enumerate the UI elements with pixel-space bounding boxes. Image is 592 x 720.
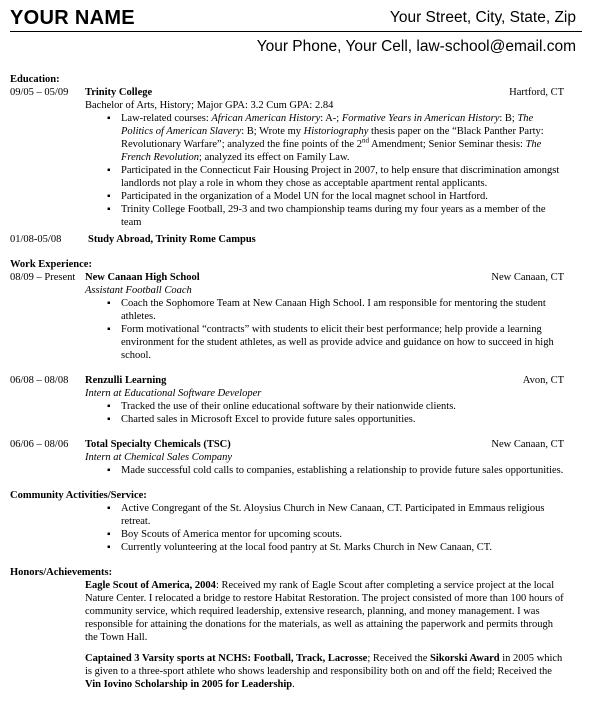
list-item: ▪ Active Congregant of the St. Aloysius Church in New Canaan, CT. Participated in Emmaus religious retreat. xyxy=(121,502,570,528)
entry-organization: Renzulli Learning xyxy=(85,375,167,386)
work-entry xyxy=(10,374,570,426)
list-item: ▪ Made successful cold calls to companies, establishing a relationship to provide future sales opportunities. xyxy=(121,464,570,477)
list-item: ▪ Tracked the use of their online educational software by their nationwide clients. xyxy=(121,400,570,413)
honors-paragraph: Eagle Scout of America, 2004: Received my rank of Eagle Scout after completing a service project at the local Nature Center. I relocated a bridge to restore Habitat Restoration. The project consisted of more than 100 hours of community service, which required leadership, extensive research, planning, and money management. I was responsible for attaining the donations for the materials, as well as attaining the paperwork and permits through the Town Hall. xyxy=(85,580,564,643)
degree-line: Bachelor of Arts, History; Major GPA: 3.2 Cum GPA: 2.84 xyxy=(85,100,334,111)
job-title: Intern at Educational Software Developer xyxy=(85,388,262,399)
entry-date: 06/08 – 08/08 xyxy=(10,375,69,386)
list-item: ▪ Form motivational “contracts” with students to elicit their best performance; help provide a learning environment for the student athletes, as well as provide advice and guidance on how to succeed in high school. xyxy=(121,323,570,362)
work-bullets xyxy=(10,297,570,362)
entry-date: 01/08-05/08 xyxy=(10,234,62,245)
list-item: ▪ Currently volunteering at the local food pantry at St. Marks Church in New Canaan, CT. xyxy=(121,541,570,554)
education-entry xyxy=(10,233,570,246)
list-item: ▪ Boy Scouts of America mentor for upcoming scouts. xyxy=(121,528,570,541)
honors-heading: Honors/Achievements: xyxy=(10,567,113,578)
entry-organization: Study Abroad, Trinity Rome Campus xyxy=(88,234,256,245)
job-title: Assistant Football Coach xyxy=(85,285,192,296)
list-item: ▪ Participated in the organization of a Model UN for the local magnet school in Hartford. xyxy=(121,190,570,203)
entry-location: New Canaan, CT xyxy=(491,272,564,283)
education-bullets xyxy=(10,112,570,229)
job-title: Intern at Chemical Sales Company xyxy=(85,452,232,463)
list-item: ▪ Trinity College Football, 29-3 and two championship teams during my four years as a member of the team xyxy=(121,203,570,229)
entry-location: Avon, CT xyxy=(522,375,564,386)
entry-location: Hartford, CT xyxy=(509,87,564,98)
entry-organization: Total Specialty Chemicals (TSC) xyxy=(85,439,231,450)
list-item: ▪ Law-related courses: African American History: A-; Formative Years in American History: B; The Politics of American Slavery: B; Wrote my Historiography thesis paper on the “Black Panther Party: Revolutionary Warfare”; analyzed the fine points of the 2nd Amendment; Senior Seminar thesis: The French Revolution; analyzed its effect on Family Law. xyxy=(121,112,570,164)
resume-body xyxy=(10,73,570,691)
honors-paragraph: Captained 3 Varsity sports at NCHS: Football, Track, Lacrosse; Received the Sikorski Award in 2005 which is given to a three-sport athlete who shows leadership and responsibility both on and off the field; Received the Vin Iovino Scholarship in 2005 for Leadership. xyxy=(85,653,563,690)
work-bullets xyxy=(10,400,570,426)
list-item: ▪ Participated in the Connecticut Fair Housing Project in 2007, to help ensure that discrimination amongst landlords not play a role in whom they chose as acceptable apartment rental applicants. xyxy=(121,164,570,190)
education-heading: Education: xyxy=(10,74,60,85)
contact-info: Your Phone, Your Cell, law-school@email.com xyxy=(256,38,576,55)
work-entry xyxy=(10,271,570,362)
entry-date: 08/09 – Present xyxy=(10,272,76,283)
street-address: Your Street, City, State, Zip xyxy=(389,9,576,26)
community-bullets xyxy=(10,502,570,554)
work-bullets xyxy=(10,464,570,477)
community-heading: Community Activities/Service: xyxy=(10,490,147,501)
list-item: ▪ Coach the Sophomore Team at New Canaan High School. I am responsible for mentoring the student athletes. xyxy=(121,297,570,323)
work-entry xyxy=(10,438,570,477)
work-heading: Work Experience: xyxy=(10,259,92,270)
header-divider xyxy=(10,31,582,32)
entry-location: New Canaan, CT xyxy=(491,439,564,450)
education-entry xyxy=(10,86,570,229)
entry-organization: Trinity College xyxy=(85,87,153,98)
applicant-name: YOUR NAME xyxy=(10,7,135,29)
entry-date: 06/06 – 08/06 xyxy=(10,439,69,450)
entry-organization: New Canaan High School xyxy=(85,272,200,283)
entry-date: 09/05 – 05/09 xyxy=(10,87,69,98)
list-item: ▪ Charted sales in Microsoft Excel to provide future sales opportunities. xyxy=(121,413,570,426)
